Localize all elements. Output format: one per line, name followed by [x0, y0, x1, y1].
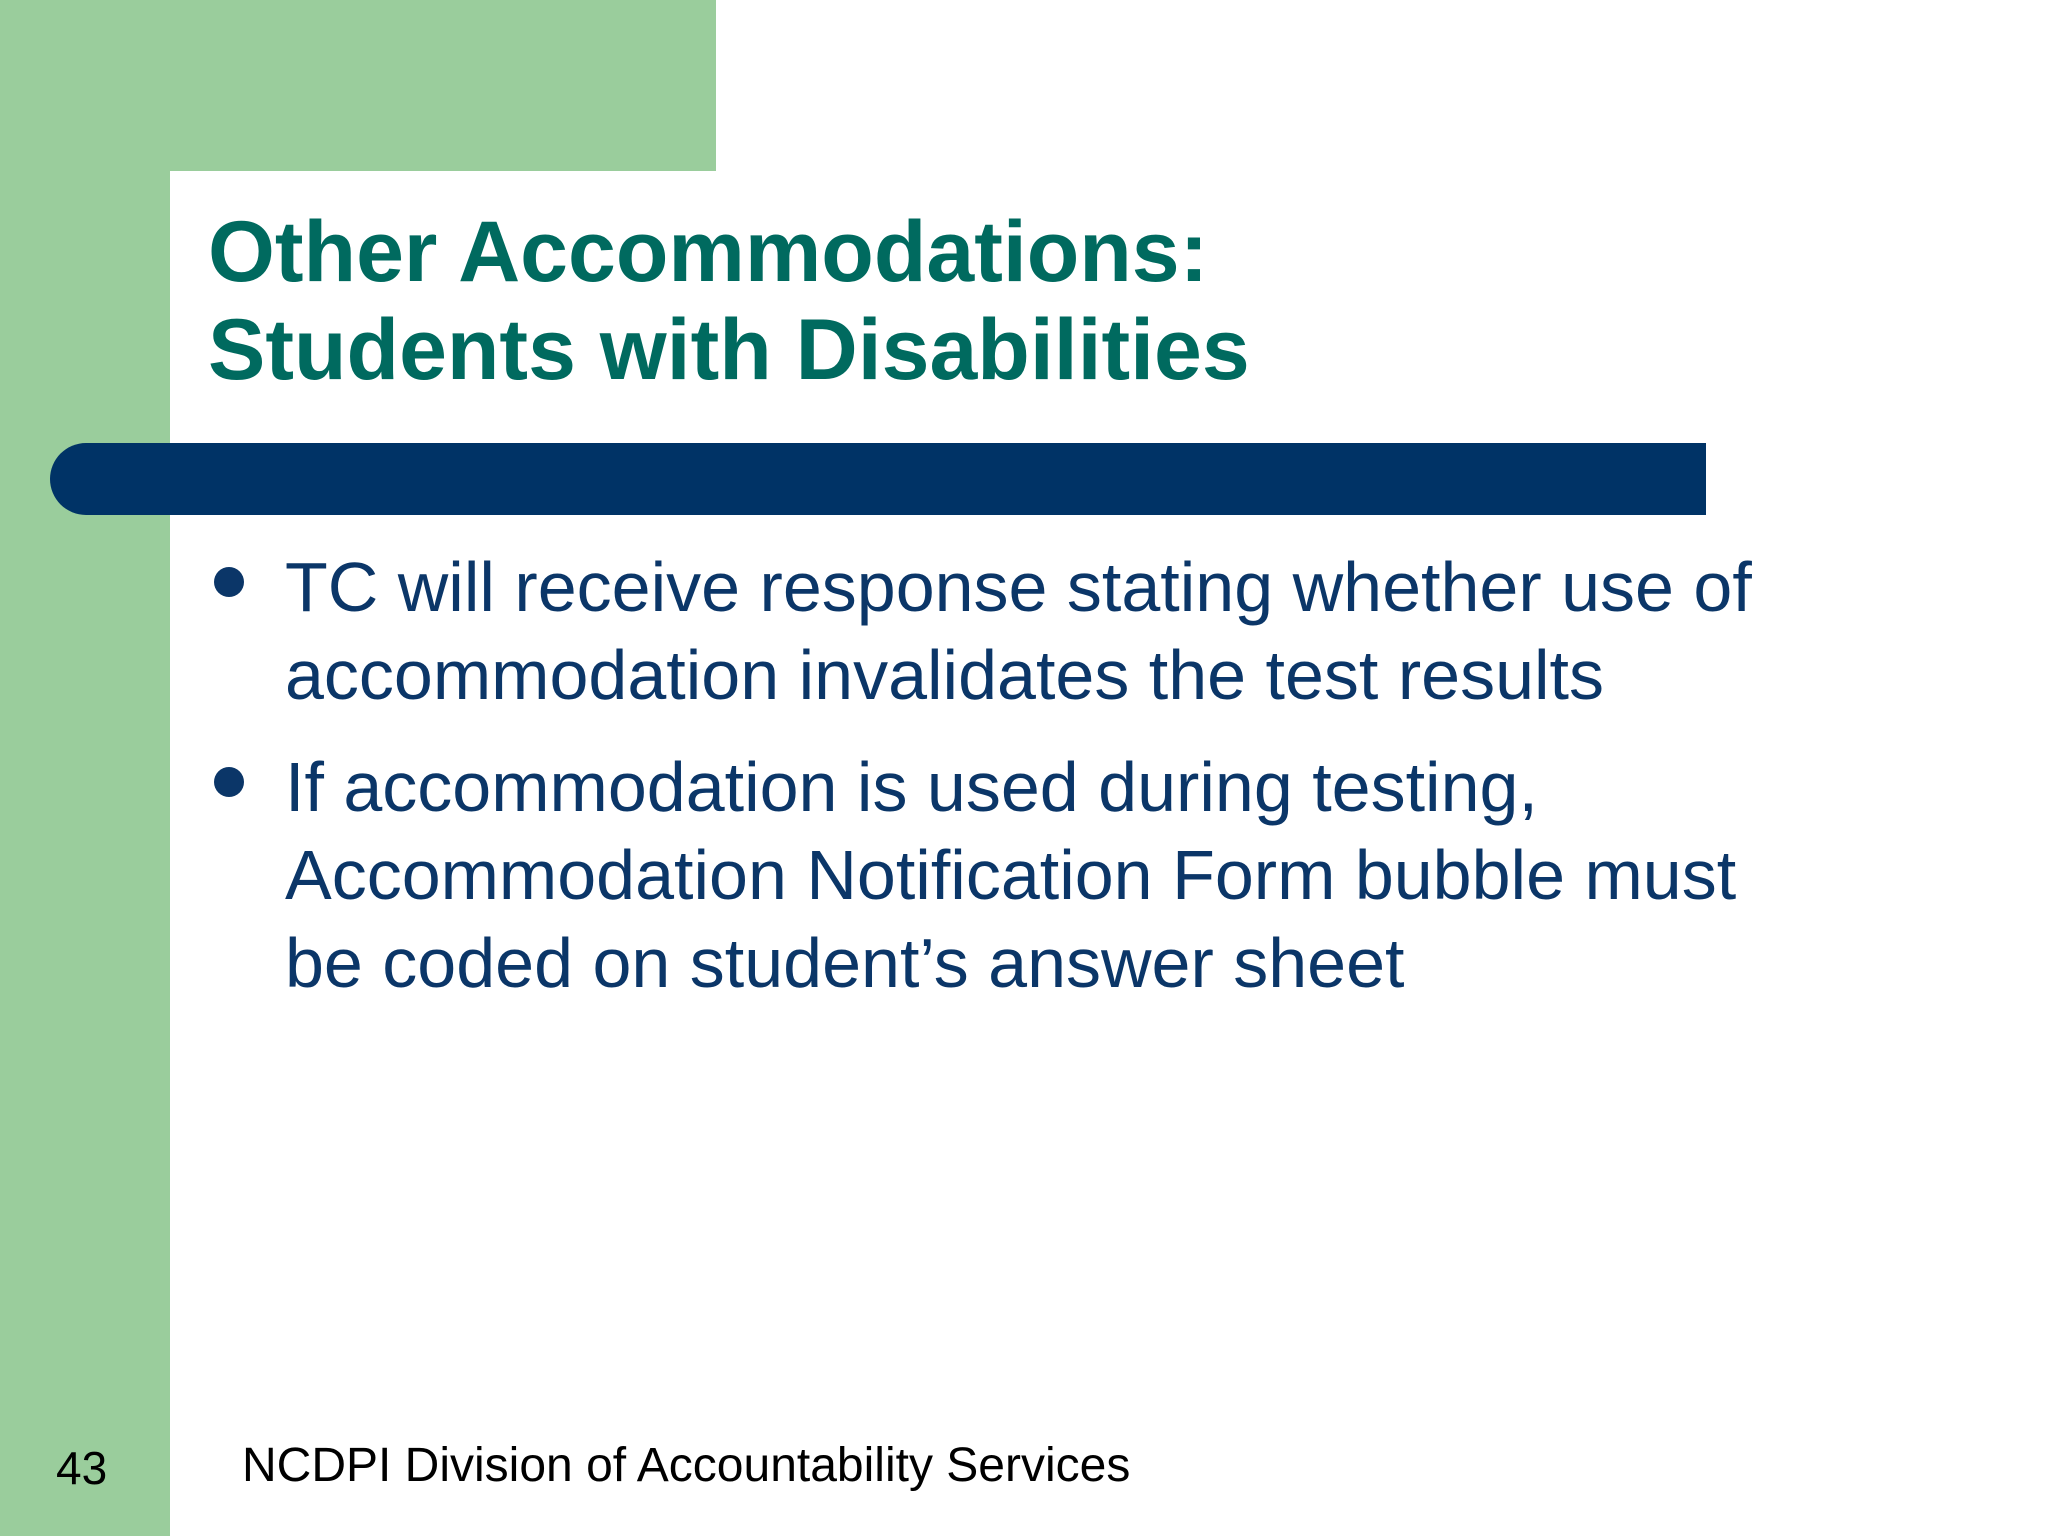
footer-text: NCDPI Division of Accountability Services [242, 1439, 1131, 1492]
bullet-dot-icon [214, 567, 244, 597]
slide-title [208, 203, 1250, 399]
slide-number: 43 [56, 1442, 108, 1494]
bullet-item [208, 543, 1888, 719]
bullet-list [208, 543, 1888, 1031]
title-line-2: Students with Disabilities [208, 302, 1250, 398]
bullet-line: If accommodation is used during testing, [285, 748, 1538, 826]
bullet-line: accommodation invalidates the test results [285, 636, 1604, 714]
bullet-line: TC will receive response stating whether use of [285, 548, 1752, 626]
bullet-item [208, 743, 1888, 1007]
title-divider-bar [50, 443, 1706, 515]
title-line-1: Other Accommodations: [208, 204, 1209, 300]
bullet-dot-icon [214, 767, 244, 797]
green-sidebar [0, 0, 170, 1536]
bullet-line: Accommodation Notification Form bubble must [285, 836, 1737, 914]
green-header-block [0, 0, 716, 171]
bullet-line: be coded on student’s answer sheet [285, 924, 1405, 1002]
